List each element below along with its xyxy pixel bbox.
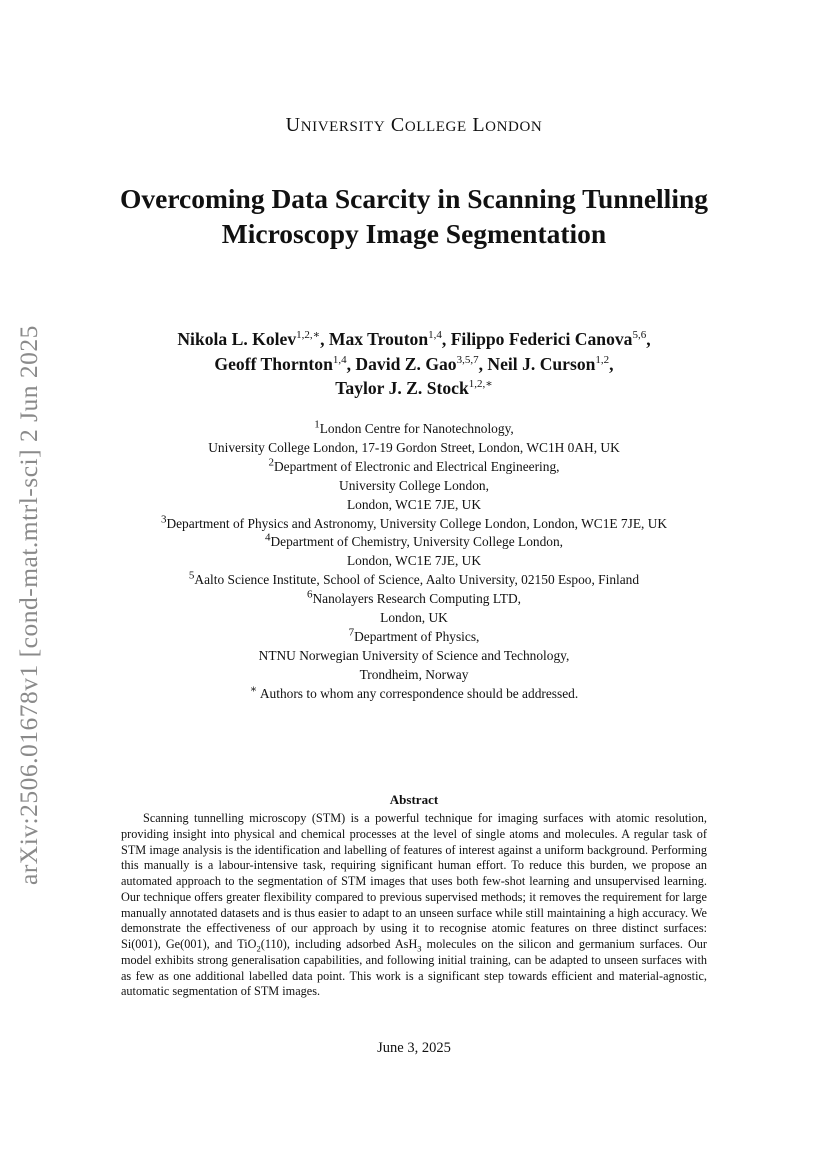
author-separator: , xyxy=(478,353,488,374)
author-affiliation-marks: 1,4 xyxy=(332,353,347,366)
affiliation-mark: 4 xyxy=(264,531,271,544)
author-separator: , xyxy=(646,329,651,349)
affiliation-text: Authors to whom any correspondence should be addressed. xyxy=(257,685,579,701)
affiliation-line xyxy=(60,590,768,609)
affiliation-line xyxy=(60,515,768,534)
abstract-subscript: 2 xyxy=(256,943,261,954)
author-separator: , xyxy=(346,353,356,374)
affiliation-list xyxy=(60,420,768,704)
author-3 xyxy=(451,329,651,349)
affiliation-mark: 2 xyxy=(268,456,274,469)
abstract-heading: Abstract xyxy=(389,792,439,807)
affiliation-text: Department of Electronic and Electrical Engineering, xyxy=(273,458,560,474)
affiliation-text: NTNU Norwegian University of Science and Technology, xyxy=(258,647,570,663)
author-separator: , xyxy=(609,353,614,374)
affiliation-text: University College London, 17-19 Gordon Street, London, WC1H 0AH, UK xyxy=(208,439,620,455)
abstract-text-part: molecules on the silicon and germanium surfaces. Our model exhibits strong generalisation capabilities, and following initial training, can be adapted to unseen surfaces with as few as one additional labelled data point. This work is a significant step towards efficient and material-agnostic, automatic segmentation of STM images. xyxy=(121,937,708,999)
affiliation-line xyxy=(60,628,768,647)
author-name: Nikola L. Kolev xyxy=(177,329,297,349)
correspondence-note xyxy=(60,685,768,704)
institution-smallcaps-ondon: ONDON xyxy=(485,119,543,135)
author-name: Filippo Federici Canova xyxy=(450,329,633,349)
institution-initial-c: C xyxy=(390,114,405,136)
affiliation-line xyxy=(60,647,768,666)
affiliation-text: Department of Physics and Astronomy, University College London, London, WC1E 7JE, UK xyxy=(166,515,668,531)
author-1 xyxy=(177,329,329,349)
author-affiliation-marks: 1,2 xyxy=(595,353,610,366)
author-affiliation-marks: 3,5,7 xyxy=(456,353,479,366)
affiliation-text: Department of Chemistry, University College London, xyxy=(270,534,564,550)
author-name: Taylor J. Z. Stock xyxy=(335,378,469,398)
affiliation-text: London, WC1E 7JE, UK xyxy=(346,496,482,512)
author-name: David Z. Gao xyxy=(355,353,457,374)
affiliation-text: University College London, xyxy=(339,477,489,493)
author-5 xyxy=(355,354,487,374)
institution-name xyxy=(0,114,828,137)
affiliation-line xyxy=(60,420,768,439)
author-separator: , xyxy=(441,329,451,349)
arxiv-identifier: arXiv:2506.01678v1 [cond-mat.mtrl-sci] 2 Jun 2025 xyxy=(14,325,43,885)
affiliation-mark: ∗ xyxy=(249,683,258,696)
affiliation-text: Nanolayers Research Computing LTD, xyxy=(312,591,521,607)
affiliation-line xyxy=(60,571,768,590)
author-affiliation-marks: 1,2,∗ xyxy=(296,329,321,342)
author-affiliation-marks: 5,6 xyxy=(632,329,647,342)
author-affiliation-marks: 1,2,∗ xyxy=(468,378,493,391)
affiliation-text: London, WC1E 7JE, UK xyxy=(346,553,482,569)
author-6 xyxy=(487,354,613,374)
author-affiliation-marks: 1,4 xyxy=(428,329,442,342)
institution-smallcaps-niversity: NIVERSITY xyxy=(300,119,386,135)
affiliation-text: London, UK xyxy=(380,610,448,626)
publication-date: June 3, 2025 xyxy=(377,1040,451,1056)
author-7 xyxy=(335,378,492,398)
abstract-text-part: (110), including adsorbed AsH xyxy=(260,937,418,951)
affiliation-line xyxy=(60,477,768,496)
affiliation-line xyxy=(60,496,768,515)
author-4 xyxy=(214,354,355,374)
affiliation-mark: 6 xyxy=(306,588,313,601)
affiliation-line xyxy=(60,533,768,552)
affiliation-text: Trondheim, Norway xyxy=(359,666,469,682)
affiliation-mark: 5 xyxy=(188,569,195,582)
author-name: Neil J. Curson xyxy=(487,353,596,374)
affiliation-text: Aalto Science Institute, School of Science, Aalto University, 02150 Espoo, Finland xyxy=(194,572,640,588)
paper-title: Overcoming Data Scarcity in Scanning Tunnelling Microscopy Image Segmentation xyxy=(119,183,709,249)
affiliation-mark: 1 xyxy=(314,418,320,431)
abstract-body xyxy=(121,811,707,1000)
abstract-subscript: 3 xyxy=(417,943,422,954)
abstract-text-part: Scanning tunnelling microscopy (STM) is a powerful technique for imaging surfaces with atomic resolution, providing insight into physical and chemical processes at the level of single atoms and molecules. A regular task of STM image analysis is the identification and labelling of features of interest against a uniform background. Performing this manually is a labour-intensive task, requiring significant human effort. To reduce this burden, we propose an automated approach to the segmentation of STM images that uses both few-shot learning and unsupervised learning. Our technique offers greater flexibility compared to previous supervised methods; it removes the requirement for large manually annotated datasets and is thus easier to adapt to an unseen surface while still maintaining a high accuracy. We demonstrate the effectiveness of our approach by using it to recognise atomic features on three distinct surfaces: Si(001), Ge(001), and TiO xyxy=(121,811,707,951)
author-list xyxy=(90,327,738,401)
institution-initial-u: U xyxy=(285,114,301,136)
affiliation-text: Department of Physics, xyxy=(354,628,480,644)
affiliation-mark: 3 xyxy=(160,513,167,526)
affiliation-line xyxy=(60,439,768,458)
author-separator: , xyxy=(320,329,329,349)
affiliation-line xyxy=(60,609,768,628)
affiliation-line xyxy=(60,552,768,571)
affiliation-line xyxy=(60,458,768,477)
author-name: Geoff Thornton xyxy=(214,353,333,374)
affiliation-line xyxy=(60,666,768,685)
institution-smallcaps-ollege: OLLEGE xyxy=(404,119,467,135)
institution-initial-l: L xyxy=(472,114,486,136)
affiliation-mark: 7 xyxy=(348,626,355,639)
affiliation-text: London Centre for Nanotechnology, xyxy=(319,421,514,436)
author-name: Max Trouton xyxy=(328,329,429,349)
author-2 xyxy=(329,329,451,349)
